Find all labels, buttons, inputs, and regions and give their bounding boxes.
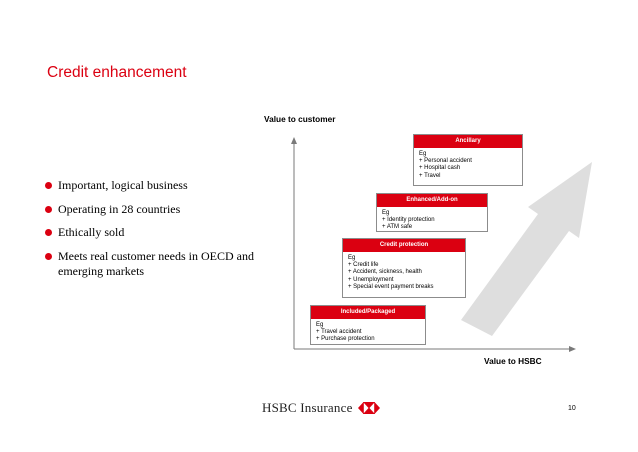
box-title: Ancillary: [414, 135, 522, 148]
x-axis-arrowhead-icon: [569, 346, 576, 352]
growth-arrow-icon: [461, 162, 592, 336]
box-body: Eg + Travel accident + Purchase protection: [316, 322, 375, 343]
box-body: Eg + Identity protection + ATM safe: [382, 210, 435, 231]
box-included-packaged: [310, 305, 426, 345]
bullet-item: Ethically sold: [44, 225, 254, 240]
bullet-item: Important, logical business: [44, 178, 254, 193]
box-ancillary: [413, 134, 523, 186]
box-credit-protection: [342, 238, 466, 298]
slide-title: Credit enhancement: [47, 64, 187, 81]
y-axis-arrowhead-icon: [291, 137, 297, 144]
box-title: Enhanced/Add-on: [377, 194, 487, 207]
box-body: Eg + Credit life + Accident, sickness, health + Unemployment + Special event payment breaks: [348, 255, 434, 290]
page-number: 10: [568, 405, 576, 412]
box-title: Included/Packaged: [311, 306, 425, 319]
x-axis-label: Value to HSBC: [484, 356, 542, 366]
y-axis-label: Value to customer: [264, 114, 336, 124]
hsbc-insurance-logo: [262, 400, 380, 416]
bullet-item: Operating in 28 countries: [44, 202, 254, 217]
logo-text: HSBC Insurance: [262, 400, 353, 415]
box-body: Eg + Personal accident + Hospital cash + Travel: [419, 151, 472, 179]
bullet-item: Meets real customer needs in OECD and emerging markets: [44, 249, 254, 279]
hsbc-hexagon-icon: [358, 402, 380, 414]
box-title: Credit protection: [343, 239, 465, 252]
box-enhanced-add-on: [376, 193, 488, 232]
